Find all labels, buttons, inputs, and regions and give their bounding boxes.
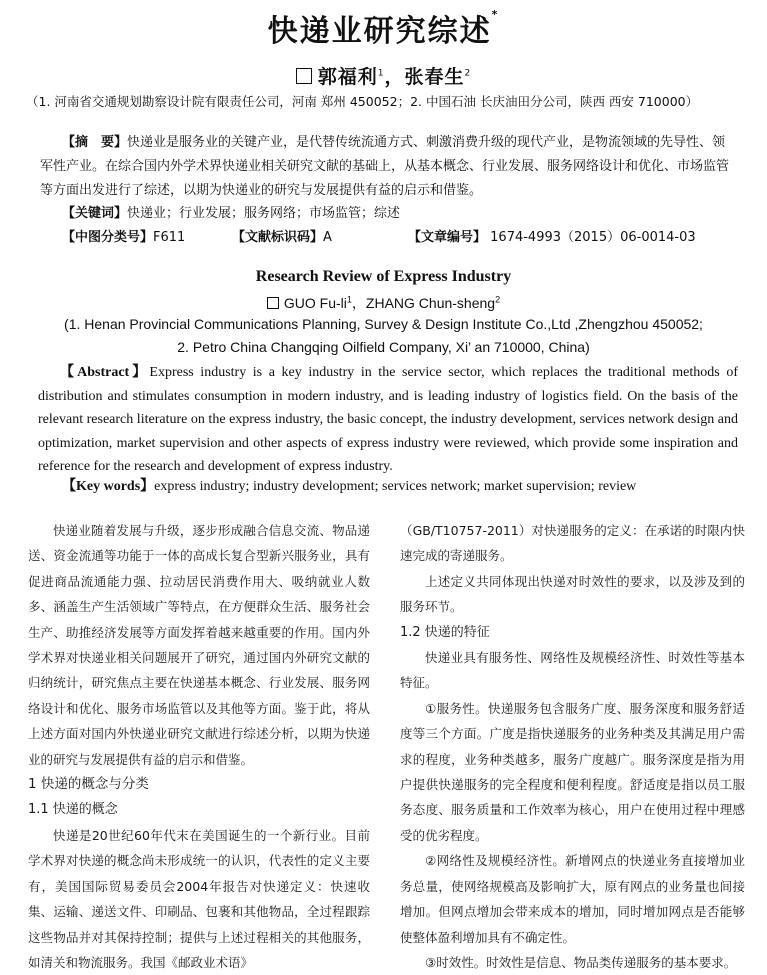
body-column-right — [400, 518, 745, 975]
keywords-cn: 【关键词】快递业；行业发展；服务网络；市场监管；综述 — [62, 206, 401, 221]
body-column-left — [28, 518, 370, 975]
authors-cn: 郭福利$^1$，张春生$^2$ — [0, 62, 767, 89]
authors-en: GUO $Fu-li^1$，ZHANG Chun-sheng$^2$ — [0, 293, 767, 313]
clc-number: 【中图分类号】F611 — [62, 230, 186, 245]
author2-cn: 张春生 — [404, 66, 465, 88]
body-paragraph: 快递是20世纪60年代末在美国诞生的一个新行业。目前学术界对快递的概念尚未形成统一的认识，代表性的定义主要有，美国国际贸易委员会2004年报告对快递定义：快速收集、运输、递送文件、印刷品、包裹和其他物品，全过程跟踪这些物品并对其保持控制；提供与上述过程相关的其他服务，如清关和物流服务。我国《邮政业术语》 — [28, 827, 370, 970]
abstract-text-cn: 快递业是服务业的关键产业，是代替传统流通方式、刺激消费升级的现代产业，是物流领域的先导性、领军性产业。在综合国内外学术界快递业相关研究文献的基础上，从基本概念、行业发展、服务网络设计和优化、市场监管等方面出发进行了综述，以期为快递业的研究与发展提供有益的启示和借鉴。 — [40, 135, 730, 198]
author-box-icon-en — [267, 297, 279, 309]
body-paragraph: 快递业随着发展与升级，逐步形成融合信息交流、物品递送、资金流通等功能于一体的高成长复合型新兴服务业，具有促进商品流通能力强、拉动居民消费作用大、吸纳就业人数多、涵盖生产生活领域广等特点，在方便群众生活、服务社会生产、助推经济发展等方面发挥着越来越重要的作用。国内外学术界对快递业相关问题展开了研究，通过国内外研究文献的归纳统计，研究焦点主要在快递基本概念、行业发展、服务网络设计和优化、服务市场监管以及其他等方面。鉴于此，将从上述方面对国内外快递业研究文献进行综述分析，以期为快递业的研究与发展提供有益的启示和借鉴。 — [28, 523, 370, 767]
body-paragraph: （GB/T10757-2011）对快递服务的定义：在承诺的时限内快速完成的寄递服务。 — [400, 523, 745, 564]
abstract-label-cn: 【摘 要】 — [62, 135, 128, 150]
abstract-en: 【Abstract】Express industry is a key industry in the service sector, which replaces the traditional methods of distribution and stimulates consumption in modern industry, and is leading industry of logistics field. On the basis of the relevant research literature on the express industry, the basic concept, the industry development, services network design and optimization, market supervision and other aspects of express industry were reviewed, which provide some inspiration and reference for the research and development of express industry. — [38, 365, 738, 474]
paper-title-cn: 快递业研究综述* — [267, 8, 500, 49]
body-paragraph: 快递业具有服务性、网络性及规模经济性、时效性等基本特征。 — [400, 650, 745, 691]
title-footnote-mark: * — [491, 8, 500, 21]
article-number: 【文章编号】 1674-4993（2015）06-0014-03 — [408, 230, 696, 245]
affiliation-en-2: 2. Petro China Changqing Oilfield Company, Xi’ an 710000, China) — [177, 339, 590, 355]
subsection-heading: 1.2 快递的特征 — [400, 624, 490, 640]
subsection-heading: 1.1 快递的概念 — [28, 802, 118, 818]
section-heading: 1 快递的概念与分类 — [28, 776, 149, 793]
abstract-cn — [40, 131, 737, 203]
list-item: ①服务性。快递服务包含服务广度、服务深度和服务舒适度等三个方面。广度是指快递服务的业务种类及其满足用户需求的程度，业务种类越多，服务广度越广。服务深度是指为用户提供快递服务的完全程度和便利程度。舒适度是指以员工服务态度、服务质量和工作效率为核心，用户在使用过程中理感受的优劣程度。 — [400, 700, 745, 843]
author-box-icon — [296, 68, 312, 84]
list-item: ③时效性。时效性是信息、物品类传递服务的基本要求。 — [425, 954, 737, 970]
affiliation-cn: （1. 河南省交通规划勘察设计院有限责任公司，河南 郑州 450052；2. 中国石油 长庆油田分公司，陕西 西安 710000） — [26, 94, 699, 109]
document-code: 【文献标识码】A — [232, 230, 332, 245]
affiliation-en-1: (1. Henan Provincial Communications Planning, Survey & Design Institute Co.,Ltd ,Zhengzhou 450052; — [64, 316, 703, 332]
author1-cn: 郭福利 — [317, 66, 378, 88]
paper-title-en: Research Review of Express Industry — [255, 268, 512, 285]
keywords-en: 【Key words】express industry; industry development; services network; market supervision; review — [62, 479, 637, 494]
body-paragraph: 上述定义共同体现出快递对时效性的要求，以及涉及到的服务环节。 — [400, 573, 745, 615]
list-item: ②网络性及规模经济性。新增网点的快递业务直接增加业务总量，使网络规模高及影响扩大，原有网点的业务量也间接增加。但网点增加会带来成本的增加，同时增加网点是否能够使整体盈利增加具有不确定性。 — [400, 853, 745, 945]
